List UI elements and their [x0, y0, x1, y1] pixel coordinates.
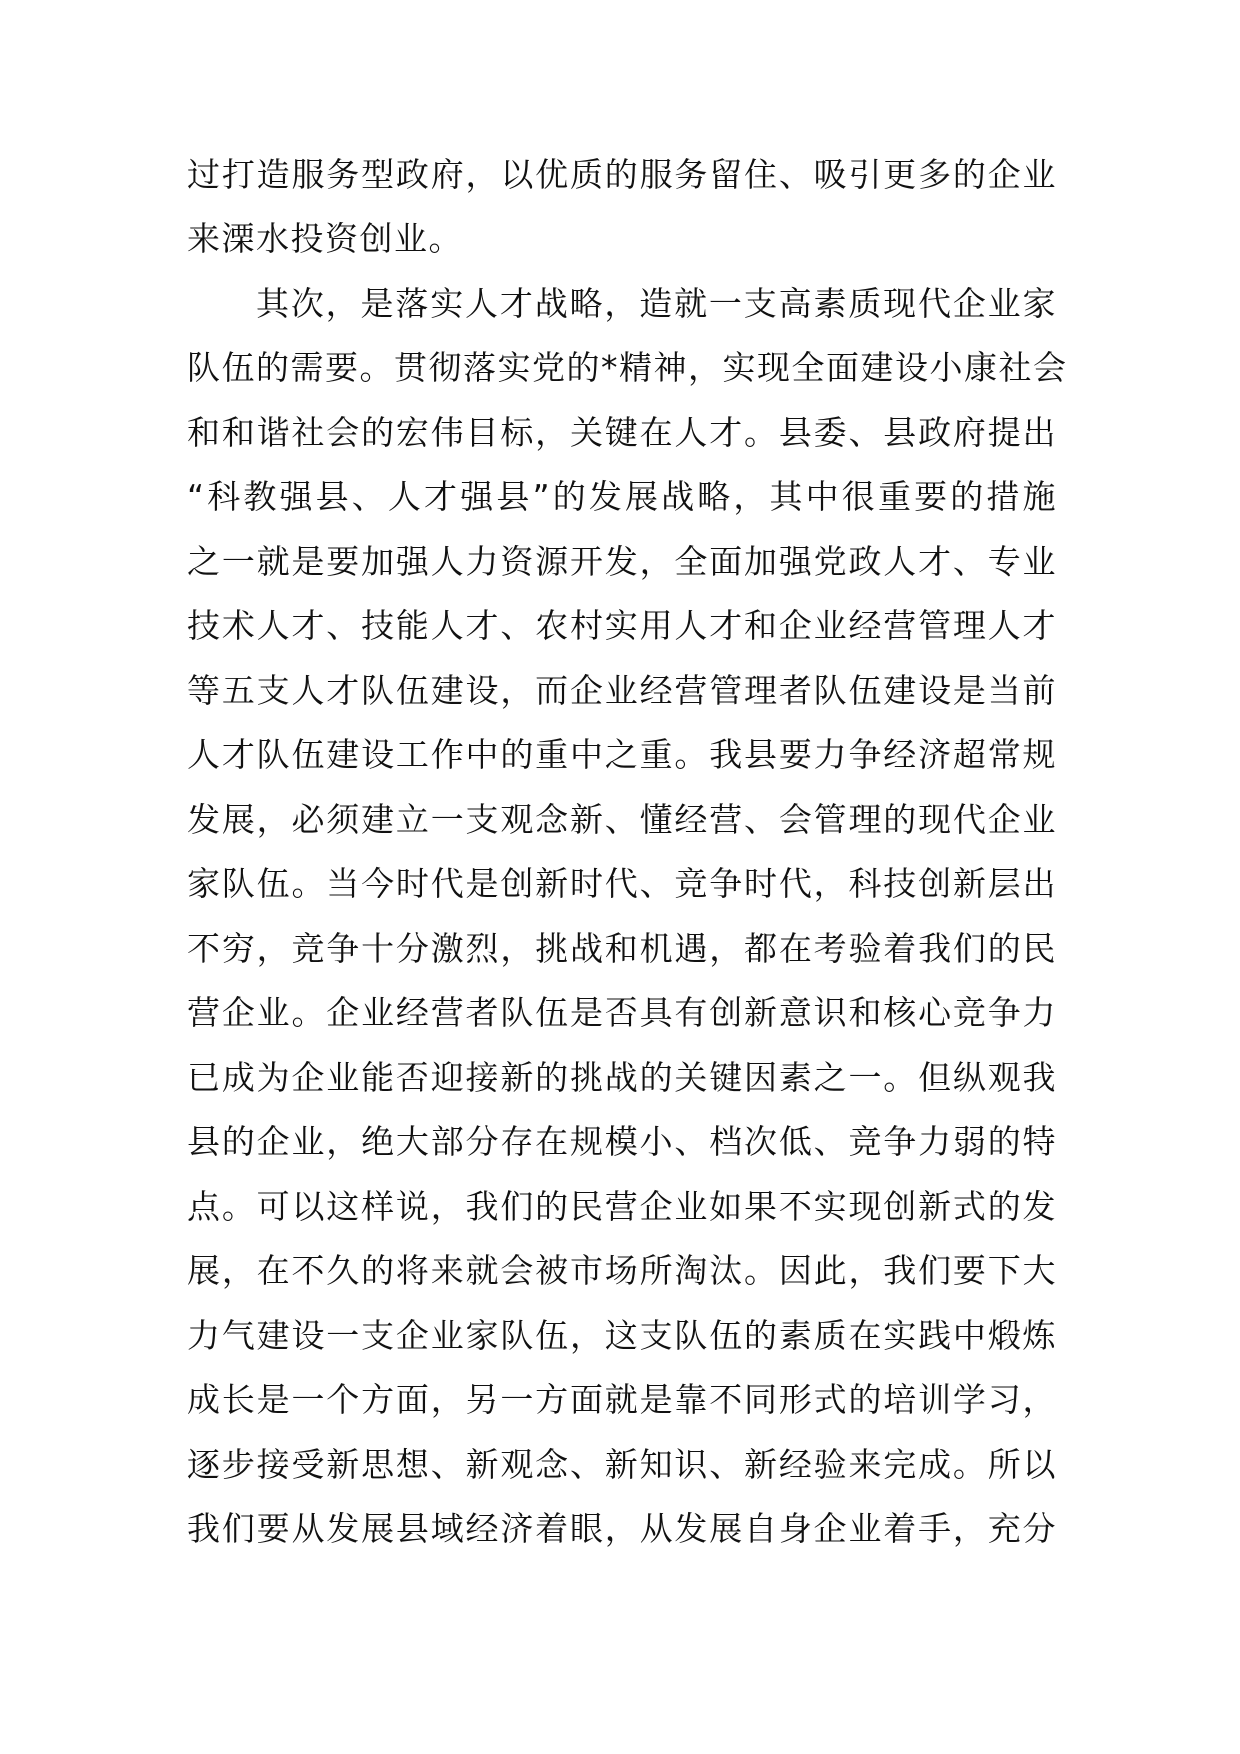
text-line: 展，在不久的将来就会被市场所淘汰。因此，我们要下大 — [187, 1251, 1057, 1290]
text-line: 不穷，竞争十分激烈，挑战和机遇，都在考验着我们的民 — [187, 929, 1057, 968]
text-line: 技术人才、技能人才、农村实用人才和企业经营管理人才 — [187, 606, 1057, 645]
text-line: 来溧水投资创业。 — [187, 219, 463, 258]
text-line: 县的企业，绝大部分存在规模小、档次低、竞争力弱的特 — [187, 1122, 1057, 1161]
text-line: 队伍的需要。贯彻落实党的*精神，实现全面建设小康社会 — [187, 348, 1068, 387]
text-line: 之一就是要加强人力资源开发，全面加强党政人才、专业 — [187, 542, 1057, 581]
text-line: 营企业。企业经营者队伍是否具有创新意识和核心竞争力 — [187, 993, 1057, 1032]
text-line: 等五支人才队伍建设，而企业经营管理者队伍建设是当前 — [187, 671, 1057, 710]
text-line: 成长是一个方面，另一方面就是靠不同形式的培训学习， — [187, 1380, 1057, 1419]
text-line: 过打造服务型政府，以优质的服务留住、吸引更多的企业 — [187, 155, 1057, 194]
text-line: 已成为企业能否迎接新的挑战的关键因素之一。但纵观我 — [187, 1058, 1057, 1097]
text-line: 逐步接受新思想、新观念、新知识、新经验来完成。所以 — [187, 1445, 1057, 1484]
text-line: 我们要从发展县域经济着眼，从发展自身企业着手，充分 — [187, 1509, 1057, 1548]
text-line: 发展，必须建立一支观念新、懂经营、会管理的现代企业 — [187, 800, 1057, 839]
text-line: 家队伍。当今时代是创新时代、竞争时代，科技创新层出 — [187, 864, 1057, 903]
text-line: 点。可以这样说，我们的民营企业如果不实现创新式的发 — [187, 1187, 1057, 1226]
text-line: “科教强县、人才强县”的发展战略，其中很重要的措施 — [187, 477, 1057, 516]
text-line: 力气建设一支企业家队伍，这支队伍的素质在实践中煅炼 — [187, 1316, 1057, 1355]
text-line: 和和谐社会的宏伟目标，关键在人才。县委、县政府提出 — [187, 413, 1057, 452]
text-line: 人才队伍建设工作中的重中之重。我县要力争经济超常规 — [187, 735, 1057, 774]
paragraph-first-line: 其次，是落实人才战略，造就一支高素质现代企业家 — [256, 284, 1057, 323]
